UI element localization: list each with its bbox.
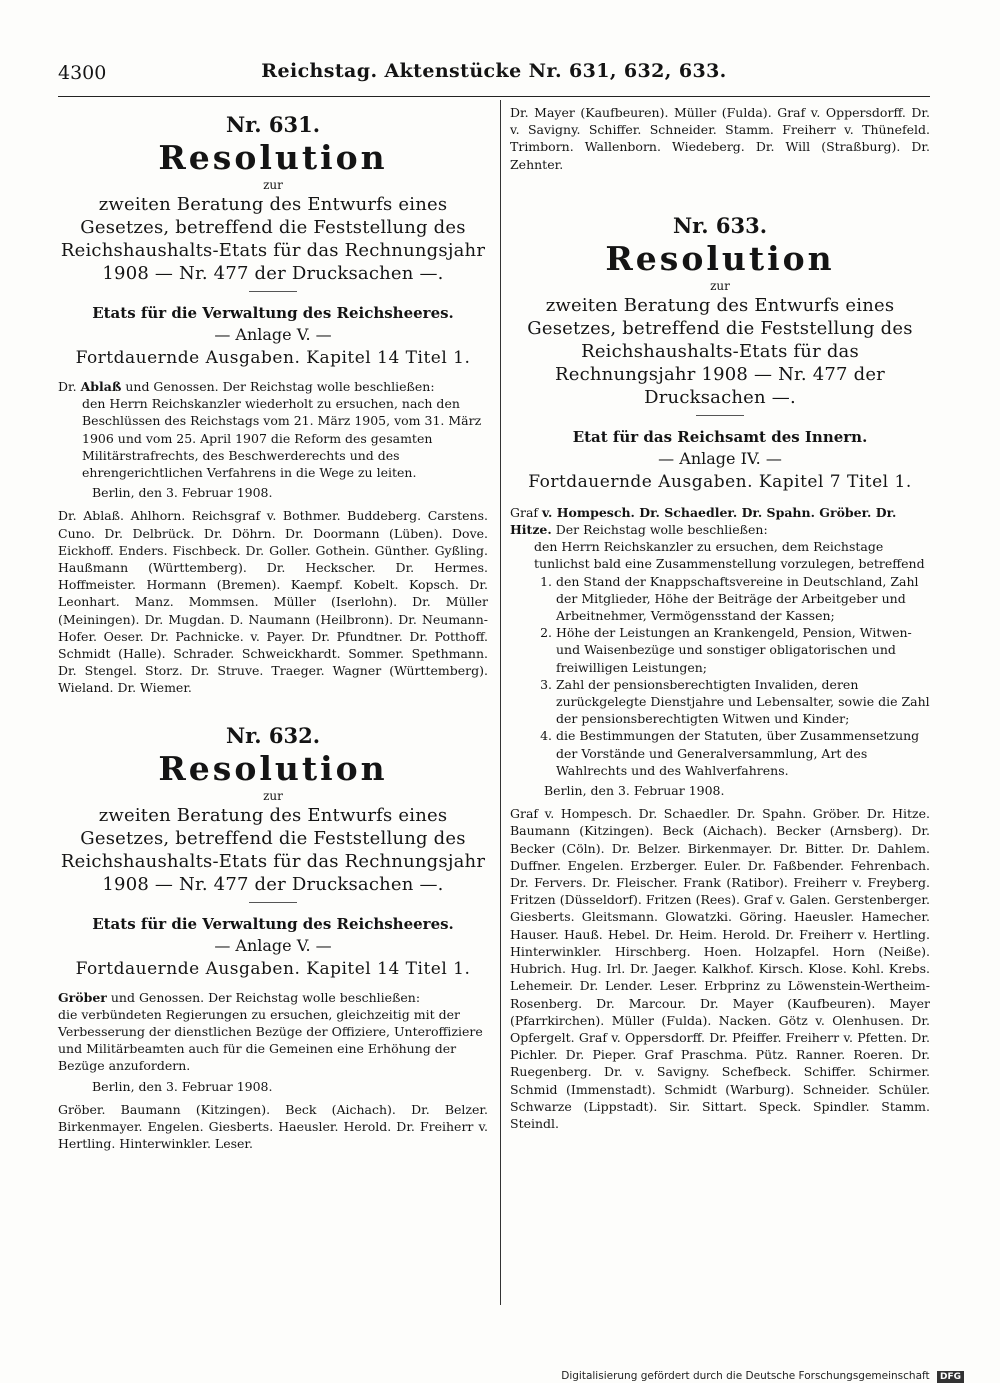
list-item: 3. Zahl der pensionsberechtigten Invaliden, deren zurückgelegte Dienstjahre und Lebensalter, sowie die Zahl der pensionsberechtigten Witwen und Kinder; xyxy=(556,676,930,728)
document-title: zweiten Beratung des Entwurfs eines Gesetzes, betreffend die Feststellung des Reichshaushalts-Etats für das Rechnungsjahr 1908 — Nr. 477 der Drucksachen —. xyxy=(60,194,486,284)
right-column xyxy=(510,104,930,1132)
etat-heading: Etats für die Verwaltung des Reichsheeres. xyxy=(92,914,454,933)
kapitel-label: Fortdauernde Ausgaben. Kapitel 14 Titel 1. xyxy=(75,958,471,979)
dfg-logo: DFG xyxy=(937,1371,964,1383)
document-633 xyxy=(510,213,930,1132)
header-rule xyxy=(58,96,930,97)
motion-movers: v. Hompesch. Dr. Schaedler. Dr. Spahn. Gröber. Dr. Hitze. xyxy=(510,504,897,538)
motion-mover: Gröber xyxy=(58,989,107,1005)
document-number: Nr. 633. xyxy=(672,212,768,238)
motion-mover: Ablaß xyxy=(80,379,122,394)
signatories: Gröber. Baumann (Kitzingen). Beck (Aichach). Dr. Belzer. Birkenmayer. Engelen. Giesberts. Haeusler. Herold. Dr. Freiherr v. Hertling. Hinterwinkler. Leser. xyxy=(58,1101,488,1152)
motion-date: Berlin, den 3. Februar 1908. xyxy=(92,1078,273,1094)
anlage-label: — Anlage V. — xyxy=(214,325,332,344)
document-number: Nr. 632. xyxy=(225,722,321,748)
title-separator xyxy=(249,291,297,292)
motion-date: Berlin, den 3. Februar 1908. xyxy=(92,485,273,501)
motion-text: und Genossen. Der Reichstag wolle beschließen: xyxy=(106,989,421,1005)
motion-body: die verbündeten Regierungen zu ersuchen, gleichzeitig mit der Verbesserung der dienstlichen Bezüge der Offiziere, Unteroffiziere und Militärbeamten auch für die Gemeinen eine Erhöhung der Bezüge anzufordern. xyxy=(58,1006,483,1074)
motion-text: und Genossen. Der Reichstag wolle beschließen: xyxy=(121,379,435,394)
page-header xyxy=(58,58,930,94)
title-separator xyxy=(696,415,744,416)
signatories: Dr. Ablaß. Ahlhorn. Reichsgraf v. Bothmer. Buddeberg. Carstens. Cuno. Dr. Delbrück. Dr. Döhrn. Dr. Doormann (Lüben). Dove. Eickhoff. Enders. Fischbeck. Dr. Goller. Gothein. Günther. Gyßling. Haußmann (Württemberg). Dr. Heckscher. Dr. Hermes. Hoffmeister. Hormann (Bremen). Kaempf. Kobelt. Kopsch. Dr. Leonhart. Manz. Mommsen. Müller (Iserlohn). Dr. Müller (Meiningen). Dr. Mugdan. D. Naumann (Heilbronn). Dr. Neumann-Hofer. Oeser. Dr. Pachnicke. v. Payer. Dr. Pfundtner. Dr. Potthoff. Schmidt (Halle). Schrader. Schweickhardt. Sommer. Spethmann. Dr. Stengel. Storz. Dr. Struve. Traeger. Wagner (Württemberg). Wieland. Dr. Wiemer. xyxy=(58,508,488,696)
motion-intro: den Herrn Reichskanzler zu ersuchen, dem Reichstage tunlichst bald eine Zusammenstellung vorzulegen, betreffend xyxy=(534,539,925,572)
anlage-label: — Anlage V. — xyxy=(214,935,332,955)
anlage-label: — Anlage IV. — xyxy=(658,448,782,468)
motion-lead: Graf xyxy=(510,504,543,520)
motion-items xyxy=(534,573,930,779)
signatories-continued: Dr. Mayer (Kaufbeuren). Müller (Fulda). Graf v. Oppersdorff. Dr. v. Savigny. Schiffer. Schneider. Stamm. Freiherr v. Thünefeld. Trimborn. Wallenborn. Wiedeberg. Dr. Will (Straßburg). Dr. Zehnter. xyxy=(510,105,930,172)
signatories: Graf v. Hompesch. Dr. Schaedler. Dr. Spahn. Gröber. Dr. Hitze. Baumann (Kitzingen). Beck (Aichach). Becker (Arnsberg). Dr. Becker (Cöln). Dr. Belzer. Birkenmayer. Dr. Bitter. Dr. Dahlem. Duffner. Engelen. Erzberger. Euler. Dr. Faßbender. Fehrenbach. Dr. Fervers. Dr. Fleischer. Frank (Ratibor). Freiherr v. Freyberg. Fritzen (Düsseldorf). Fritzen (Rees). Graf v. Galen. Gerstenberger. Giesberts. Gleitsmann. Glowatzki. Göring. Haeusler. Hamecher. Hauser. Hauß. Hebel. Dr. Heim. Herold. Dr. Freiherr v. Hertling. Hinterwinkler. Hirschberg. Hoen. Holzapfel. Horn (Neiße). Hubrich. Hug. Irl. Dr. Jaeger. Kalkhof. Kirsch. Klose. Kohl. Krebs. Lehemeir. Dr. Lender. Leser. Erbprinz zu Löwenstein-Wertheim-Rosenberg. Dr. Marcour. Dr. Mayer (Kaufbeuren). Mayer (Pfarrkirchen). Müller (Fulda). Nacken. Götz v. Olenhusen. Dr. Opfergelt. Graf v. Oppersdorff. Dr. Pfeiffer. Freiherr v. Pfetten. Dr. Pichler. Dr. Pieper. Graf Praschma. Pütz. Ranner. Roeren. Dr. Ruegenberg. Dr. v. Savigny. Schefbeck. Schiffer. Schirmer. Schmid (Immenstadt). Schmidt (Warburg). Schneider. Schüler. Schwarze (Lippstadt). Sir. Sittart. Speck. Spindler. Stamm. Steindl. xyxy=(510,806,930,1131)
footer-text: Digitalisierung gefördert durch die Deutsche Forschungsgemeinschaft xyxy=(561,1370,930,1382)
document-number: Nr. 631. xyxy=(225,112,321,137)
kapitel-label: Fortdauernde Ausgaben. Kapitel 7 Titel 1. xyxy=(528,471,912,492)
column-divider xyxy=(500,100,501,1305)
etat-heading: Etat für das Reichsamt des Innern. xyxy=(572,427,868,446)
title-separator xyxy=(249,902,297,903)
document-title: zweiten Beratung des Entwurfs eines Gesetzes, betreffend die Feststellung des Reichshaushalts-Etats für das Rechnungsjahr 1908 — Nr. 477 der Drucksachen —. xyxy=(60,804,486,895)
left-column xyxy=(58,104,488,1152)
list-item: 4. die Bestimmungen der Statuten, über Zusammensetzung der Vorstände und Generalversammlung, Art des Wahlrechts und des Wahlverfahrens. xyxy=(556,727,930,779)
heading-zur: zur xyxy=(263,788,283,803)
motion-paragraph xyxy=(58,378,488,395)
etat-heading: Etats für die Verwaltung des Reichsheeres. xyxy=(92,304,454,322)
document-heading: Resolution xyxy=(158,748,388,788)
motion-date: Berlin, den 3. Februar 1908. xyxy=(544,783,725,799)
motion-paragraph xyxy=(58,989,488,1006)
document-632 xyxy=(58,723,488,1153)
kapitel-label: Fortdauernde Ausgaben. Kapitel 14 Titel 1. xyxy=(75,348,471,368)
running-title: Reichstag. Aktenstücke Nr. 631, 632, 633. xyxy=(261,60,727,82)
heading-zur: zur xyxy=(710,278,730,293)
footer-credit xyxy=(561,1370,964,1383)
document-title: zweiten Beratung des Entwurfs eines Gesetzes, betreffend die Feststellung des Reichshaushalts-Etats für das Rechnungsjahr 1908 — Nr. 477 der Drucksachen —. xyxy=(527,294,913,408)
motion-lead: Dr. xyxy=(58,379,81,394)
heading-zur: zur xyxy=(263,178,283,192)
list-item: 2. Höhe der Leistungen an Krankengeld, Pension, Witwen- und Waisenbezüge und sonstiger obligatorischen und freiwilligen Leistungen; xyxy=(556,624,930,676)
motion-text: Der Reichstag wolle beschließen: xyxy=(551,522,768,538)
page-number: 4300 xyxy=(58,62,107,84)
document-631 xyxy=(58,112,488,697)
list-item: 1. den Stand der Knappschaftsvereine in Deutschland, Zahl der Mitglieder, Höhe der Beiträge der Arbeitgeber und Arbeitnehmer, Vermögensstand der Kassen; xyxy=(556,573,930,625)
motion-body: den Herrn Reichskanzler wiederholt zu ersuchen, nach den Beschlüssen des Reichstags vom 21. März 1905, vom 31. März 1906 und vom 25. April 1907 die Reform des gesamten Militärstrafrechts, des Beschwerderechts und des ehrengerichtlichen Verfahrens in die Wege zu leiten. xyxy=(82,396,482,481)
motion-paragraph xyxy=(510,504,930,538)
document-heading: Resolution xyxy=(158,138,388,177)
document-heading: Resolution xyxy=(605,238,835,278)
